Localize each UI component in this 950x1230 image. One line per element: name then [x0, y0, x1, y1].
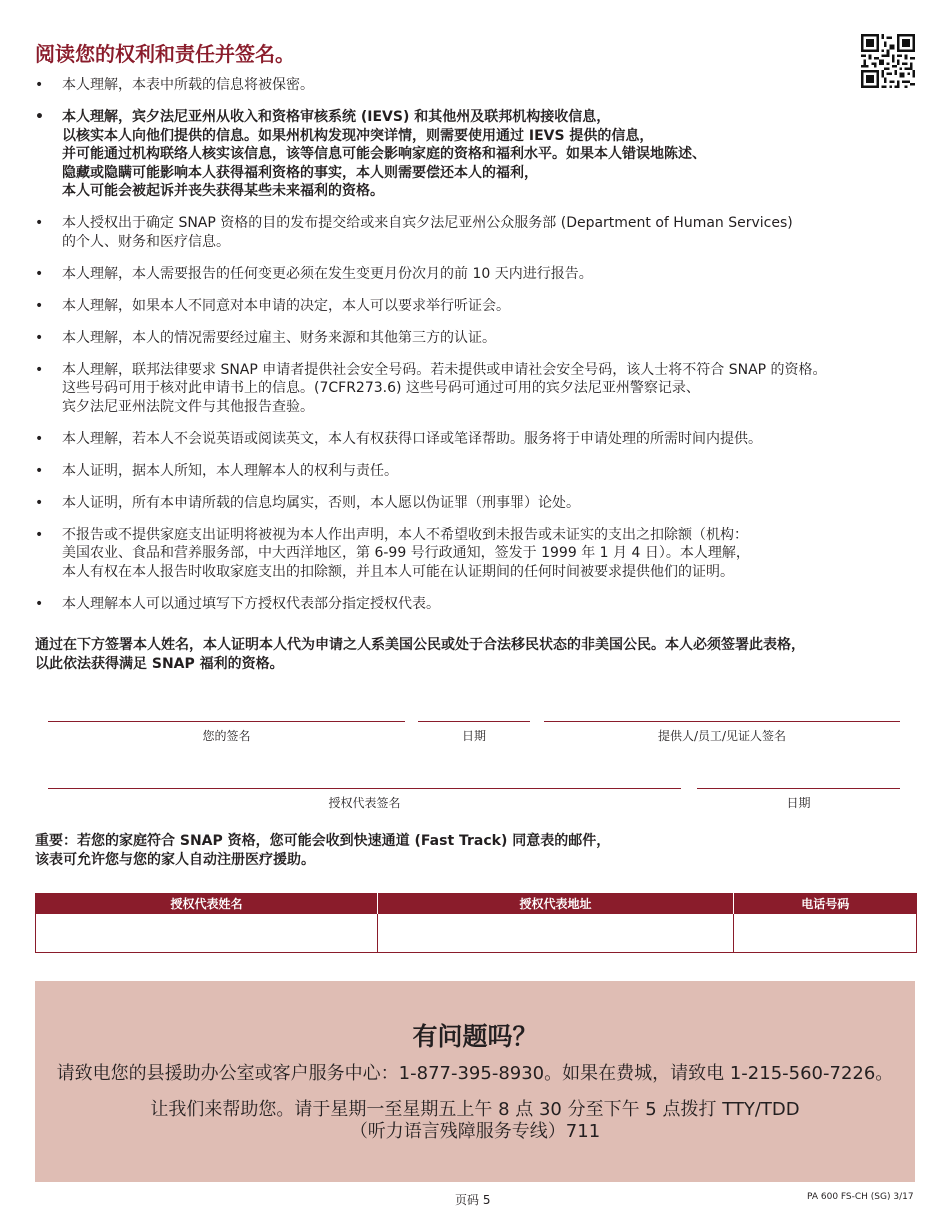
- bullet-icon: •: [35, 297, 44, 314]
- rights-item: [35, 361, 915, 417]
- rights-item-text: 本人理解本人可以通过填写下方授权代表部分指定授权代表。: [62, 595, 440, 612]
- help-box: [35, 981, 915, 1182]
- rights-item-text: 本人理解，本表中所载的信息将被保密。: [62, 77, 314, 93]
- rep-phone-field[interactable]: [734, 914, 917, 953]
- rep-date-line[interactable]: [697, 788, 900, 789]
- bullet-icon: •: [35, 494, 44, 511]
- rights-item-text: 本人授权出于确定 SNAP 资格的目的发布提交给或来自宾夕法尼亚州公众服务部 (Department of Human Services) 的个人、财务和医疗信息。: [62, 215, 793, 250]
- rights-item: [35, 494, 915, 513]
- provider-signature-label: 提供人/员工/见证人签名: [657, 729, 787, 743]
- rights-item: [35, 108, 915, 201]
- rights-item-text: 本人理解，本人需要报告的任何变更必须在发生变更月份次月的前 10 天内进行报告。: [62, 265, 593, 282]
- form-id: PA 600 FS-CH (SG) 3/17: [807, 1192, 914, 1202]
- rights-item: [35, 214, 915, 251]
- important-notice: 重要：若您的家庭符合 SNAP 资格，您可能会收到快速通道 (Fast Track) 同意表的邮件， 该表可允许您与您的家人自动注册医疗援助。: [35, 833, 611, 868]
- rights-item-text: 本人理解，本人的情况需要经过雇主、财务来源和其他第三方的认证。: [62, 329, 496, 346]
- rights-item: [35, 462, 915, 481]
- help-tty-line: 让我们来帮助您。请于星期一至星期五上午 8 点 30 分至下午 5 点拨打 TTY/TDD （听力语言残障服务专线）711: [150, 1099, 800, 1142]
- bullet-icon: •: [35, 77, 44, 93]
- rights-item: [35, 265, 915, 284]
- rights-item-text: 本人理解，联邦法律要求 SNAP 申请者提供社会安全号码。若未提供或申请社会安全号码，该人士将不符合 SNAP 的资格。 这些号码可用于核对此申请书上的信息。(7CFR273.6) 这些号码可通过可用的宾夕法尼亚州警察记录、 宾夕法尼亚州法院文件与其他报告查验。: [62, 361, 827, 415]
- rights-item-text: 本人理解，如果本人不同意对本申请的决定，本人可以要求举行听证会。: [62, 297, 510, 314]
- date-line[interactable]: [418, 721, 530, 722]
- bullet-icon: •: [35, 265, 44, 282]
- bullet-icon: •: [35, 595, 44, 612]
- rep-address-header: 授权代表地址: [378, 893, 734, 914]
- date-label: 日期: [461, 729, 486, 743]
- rights-item: [35, 297, 915, 316]
- bullet-icon: •: [35, 462, 44, 479]
- rep-signature-label: 授权代表签名: [328, 796, 401, 810]
- rights-item-text: 本人证明，所有本申请所载的信息均属实，否则，本人愿以伪证罪（刑事罪）论处。: [62, 494, 580, 511]
- rep-address-field[interactable]: [378, 914, 734, 953]
- rep-phone-header: 电话号码: [734, 893, 917, 914]
- page-number: 页码 5: [455, 1193, 491, 1207]
- bullet-icon: •: [35, 361, 44, 378]
- bullet-icon: •: [35, 430, 44, 447]
- rep-name-field[interactable]: [36, 914, 378, 953]
- page-title: 阅读您的权利和责任并签名。: [35, 42, 295, 66]
- rights-item: [35, 595, 915, 614]
- bullet-icon: •: [35, 329, 44, 346]
- rights-item: [35, 526, 915, 582]
- authorized-rep-table: [35, 893, 917, 953]
- rights-item-text: 本人理解，若本人不会说英语或阅读英文，本人有权获得口译或笔译帮助。服务将于申请处理的所需时间内提供。: [62, 430, 762, 447]
- help-contact-line: 请致电您的县援助办公室或客户服务中心：1-877-395-8930。如果在费城，请致电 1-215-560-7226。: [56, 1063, 894, 1084]
- certification-statement: 通过在下方签署本人姓名，本人证明本人代为申请之人系美国公民或处于合法移民状态的非美国公民。本人必须签署此表格， 以此依法获得满足 SNAP 福利的资格。: [35, 637, 805, 672]
- rep-signature-line[interactable]: [48, 788, 681, 789]
- table-header-row: [36, 893, 917, 914]
- rights-list: [35, 76, 915, 627]
- rights-item: [35, 76, 915, 95]
- rep-date-label: 日期: [786, 796, 811, 810]
- bullet-icon: •: [35, 526, 44, 543]
- rights-item-text: 不报告或不提供家庭支出证明将被视为本人作出声明，本人不希望收到未报告或未证实的支出之扣除额（机构： 美国农业、食品和营养服务部，中大西洋地区，第 6-99 号行政通知，签发于 1999 年 1 月 4 日）。本人理解， 本人有权在本人报告时收取家庭支出的扣除额，并且本人可能在认证期间的任何时间被要求提供他们的证明。: [62, 526, 750, 580]
- bullet-icon: •: [35, 109, 44, 125]
- rights-item-text: 本人理解，宾夕法尼亚州从收入和资格审核系统 (IEVS) 和其他州及联邦机构接收信息， 以核实本人向他们提供的信息。如果州机构发现冲突详情，则需要使用通过 IEVS 提供的信息， 并可能通过机构联络人核实该信息，该等信息可能会影响家庭的资格和福利水平。如果本人错误地陈述、 隐藏或隐瞒可能影响本人获得福利资格的事实，本人则需要偿还本人的福利， 本人可能会被起诉并丧失获得某些未来福利的资格。: [62, 109, 706, 199]
- your-signature-line[interactable]: [48, 721, 405, 722]
- your-signature-label: 您的签名: [202, 729, 251, 743]
- bullet-icon: •: [35, 215, 44, 231]
- rights-item-text: 本人证明，据本人所知，本人理解本人的权利与责任。: [62, 462, 398, 479]
- rights-item: [35, 430, 915, 449]
- rep-name-header: 授权代表姓名: [36, 893, 378, 914]
- table-row: [36, 914, 917, 953]
- provider-signature-line[interactable]: [544, 721, 900, 722]
- help-title: 有问题吗？: [412, 1022, 538, 1051]
- rights-item: [35, 329, 915, 348]
